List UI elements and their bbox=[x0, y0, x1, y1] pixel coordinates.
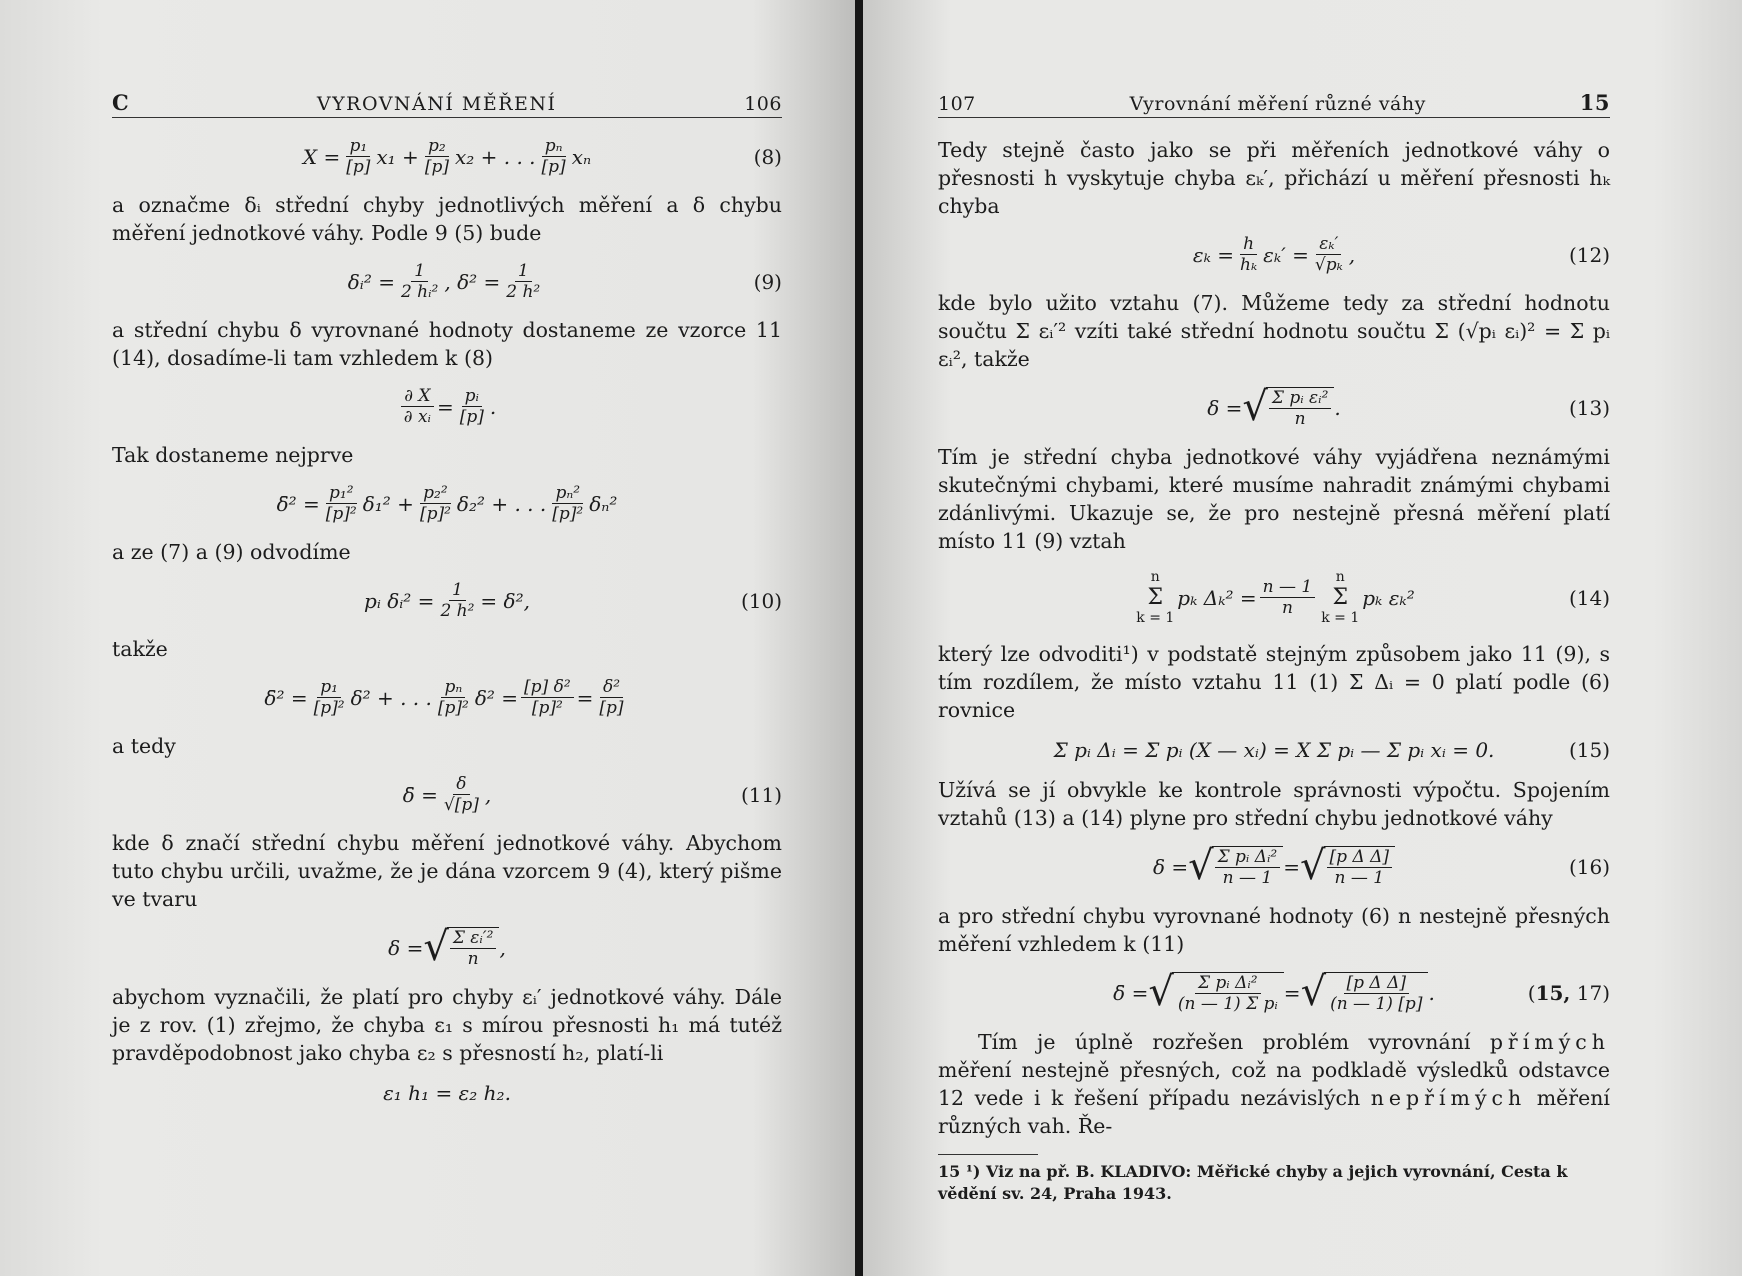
paragraph: a tedy bbox=[112, 734, 176, 758]
sqrt-sign: √ $\frac{\text{Σ pᵢ Δᵢ²}}{n — 1}$ bbox=[1188, 846, 1283, 888]
equation-number: (14) bbox=[1568, 585, 1610, 610]
equation-number: (13) bbox=[1568, 396, 1610, 420]
equation-first: δ̄² = $\frac{\text{p₁²}}{\text{[p]²}}$ δ₁² + $\frac{\text{p₂²}}{\text{[p]²}}$ δ₂² + . . . $\frac{\text{pₙ²}}{\text{[p]²}}$ δₙ² bbox=[276, 483, 618, 524]
paragraph: Tak dostaneme nejprve bbox=[112, 443, 354, 467]
equation-takze: δ̄² = $\frac{\text{p₁}}{\text{[p]²}}$ δ² + . . . $\frac{\text{pₙ}}{\text{[p]²}}$ δ² = $\frac{\text{[p] δ²}}{\text{[p]²}}$ = $\frac{\text{δ²}}{[p]}$ bbox=[264, 677, 624, 718]
sqrt-sign: √ $\frac{\text{[p Δ Δ]}}{(n — 1) [p]}$ bbox=[1301, 972, 1429, 1014]
paragraph: Tedy stejně často jako se při měřeních jednotkové váhy o přesnosti h vyskytuje chyba εₖ′, přichází u měření přesnosti hₖ chyba bbox=[938, 138, 1610, 218]
right-page-header bbox=[938, 90, 1610, 118]
left-page bbox=[0, 0, 855, 1276]
running-title: VYROVNÁNÍ MĚŘENÍ bbox=[316, 93, 557, 115]
book-gutter bbox=[855, 0, 863, 1276]
equation-12: εₖ = $\frac{h}{\text{hₖ}}$ εₖ′ = $\frac{\text{εₖ′}}{\text{√pₖ}}$ , (12) bbox=[1192, 234, 1610, 275]
equation-number: (12) bbox=[1568, 242, 1610, 267]
paragraph: a pro střední chybu vyrovnané hodnoty (6) n nestejně přesných měření vzhledem k (11) bbox=[938, 904, 1610, 956]
paragraph: který lze odvoditi¹) v podstatě stejným způsobem jako 11 (9), s tím rozdílem, že místo vztahu 11 (1) Σ Δᵢ = 0 platí podle (6) rovnice bbox=[938, 642, 1610, 722]
equation-16: δ = √ $\frac{\text{Σ pᵢ Δᵢ²}}{n — 1}$ = √ $\frac{\text{[p Δ Δ]}}{n — 1}$ (16) bbox=[1152, 843, 1610, 889]
paragraph: Užívá se jí obvykle ke kontrole správnosti výpočtu. Spojením vztahů (13) a (14) plyne pro střední chybu jednotkové váhy bbox=[938, 778, 1610, 830]
page-number: 106 bbox=[744, 93, 782, 115]
paragraph: a označme δᵢ střední chyby jednotlivých měření a δ chybu měření jednotkové váhy. Podle 9 (5) bude bbox=[112, 193, 782, 245]
equation-13: δ = √ $\frac{\text{Σ pᵢ εᵢ²}}{n}$ . (13) bbox=[1207, 384, 1610, 430]
right-page bbox=[863, 0, 1742, 1276]
paragraph: a střední chybu δ vyrovnané hodnoty dostaneme ze vzorce 11 (14), dosadíme-li tam vzhledem k (8) bbox=[112, 318, 782, 370]
equation-number: (8) bbox=[753, 144, 782, 169]
equation-number: (15) bbox=[1568, 738, 1610, 762]
section-number: 15 bbox=[1579, 90, 1610, 115]
equation-number: (9) bbox=[753, 269, 782, 294]
page-number: 107 bbox=[938, 93, 976, 115]
paragraph: Tím je úplně rozřešen problém vyrovnání přímých měření nestejně přesných, což na podkladě výsledků odstavce 12 vede i k řešení případu nezávislých nepřímých měření různých vah. Ře- bbox=[938, 1030, 1610, 1138]
equation-9: δᵢ² = $\frac{1}{\text{2 hᵢ²}}$ , δ² = $\frac{1}{\text{2 h²}}$ (9) bbox=[347, 261, 782, 302]
right-page-content bbox=[938, 90, 1610, 1205]
paragraph: abychom vyznačili, že platí pro chyby εᵢ′ jednotkové váhy. Dále je z rov. (1) zřejmo, že chyba ε₁ s mírou přesnosti h₁ má tutéž pravděpodobnost jako chyba ε₂ s přesností h₂, platí-li bbox=[112, 985, 782, 1065]
equation-8: X = $\frac{\text{p₁}}{[p]}$ x₁ + $\frac{\text{p₂}}{[p]}$ x₂ + . . . $\frac{\text{pₙ}}{[p]}$ xₙ (8) bbox=[302, 136, 782, 177]
equation-14: n Σ k = 1 pₖ Δₖ² = $\frac{n — 1}{n}$ n Σ k = 1 pₖ εₖ² (14) bbox=[1136, 569, 1610, 626]
equation-number: (15, 17) bbox=[1527, 981, 1610, 1005]
equation-number: (11) bbox=[740, 782, 782, 807]
running-title: Vyrovnání měření různé váhy bbox=[1129, 93, 1426, 115]
paragraph: kde bylo užito vztahu (7). Můžeme tedy za střední hodnotu součtu Σ εᵢ′² vzíti také střední hodnotu součtu Σ (√pᵢ εᵢ)² = Σ pᵢ εᵢ², takže bbox=[938, 291, 1610, 371]
sqrt-sign: √ $\frac{\text{Σ pᵢ εᵢ²}}{n}$ bbox=[1242, 387, 1334, 429]
equation-17: δ̄ = √ $\frac{\text{Σ pᵢ Δᵢ²}}{\text{(n — 1) Σ pᵢ}}$ = √ $\frac{\text{[p Δ Δ]}}{(n — 1) [p]}$ . (15, 17) bbox=[1113, 969, 1610, 1015]
sqrt-sign: √ $\frac{\text{[p Δ Δ]}}{n — 1}$ bbox=[1300, 846, 1395, 888]
equation-last: ε₁ h₁ = ε₂ h₂. bbox=[383, 1081, 511, 1105]
left-page-content bbox=[112, 90, 782, 1119]
equation-10: pᵢ δᵢ² = $\frac{1}{\text{2 h²}}$ = δ², (10) bbox=[364, 580, 782, 621]
sqrt-sign: √ $\frac{\text{Σ εᵢ′²}}{n}$ bbox=[423, 927, 499, 969]
header-mark: C bbox=[112, 90, 130, 115]
equation-partial: $\frac{\partial X}{\text{∂ xᵢ}}$ = $\frac{\text{pᵢ}}{[p]}$ . bbox=[112, 386, 782, 427]
sqrt-sign: √ $\frac{\text{Σ pᵢ Δᵢ²}}{\text{(n — 1) Σ pᵢ}}$ bbox=[1148, 972, 1283, 1014]
equation-number: (10) bbox=[740, 588, 782, 613]
paragraph: takže bbox=[112, 637, 168, 661]
paragraph: kde δ značí střední chybu měření jednotkové váhy. Abychom tuto chybu určili, uvažme, že je dána vzorcem 9 (4), který pišme ve tvaru bbox=[112, 831, 782, 911]
footnote: 15 ¹) Viz na př. B. KLADIVO: Měřické chyby a jejich vyrovnání, Cesta k vědění sv. 24, Praha 1943. bbox=[938, 1162, 1568, 1203]
left-page-header bbox=[112, 90, 782, 118]
paragraph: a ze (7) a (9) odvodíme bbox=[112, 540, 351, 564]
equation-11: δ̄ = $\frac{\delta}{√[p]}$ , (11) bbox=[402, 774, 782, 815]
equation-15: Σ pᵢ Δᵢ = Σ pᵢ (X — xᵢ) = X Σ pᵢ — Σ pᵢ xᵢ = 0. (15) bbox=[1053, 738, 1610, 762]
paragraph: Tím je střední chyba jednotkové váhy vyjádřena neznámými skutečnými chybami, které musíme nahradit známými chybami zdánlivými. Ukazuje se, že pro nestejně přesná měření platí místo 11 (9) vztah bbox=[938, 445, 1610, 553]
equation-number: (16) bbox=[1568, 855, 1610, 879]
footnote-rule bbox=[938, 1154, 1038, 1155]
equation-sqrt: δ = √ $\frac{\text{Σ εᵢ′²}}{n}$ , bbox=[388, 924, 506, 970]
